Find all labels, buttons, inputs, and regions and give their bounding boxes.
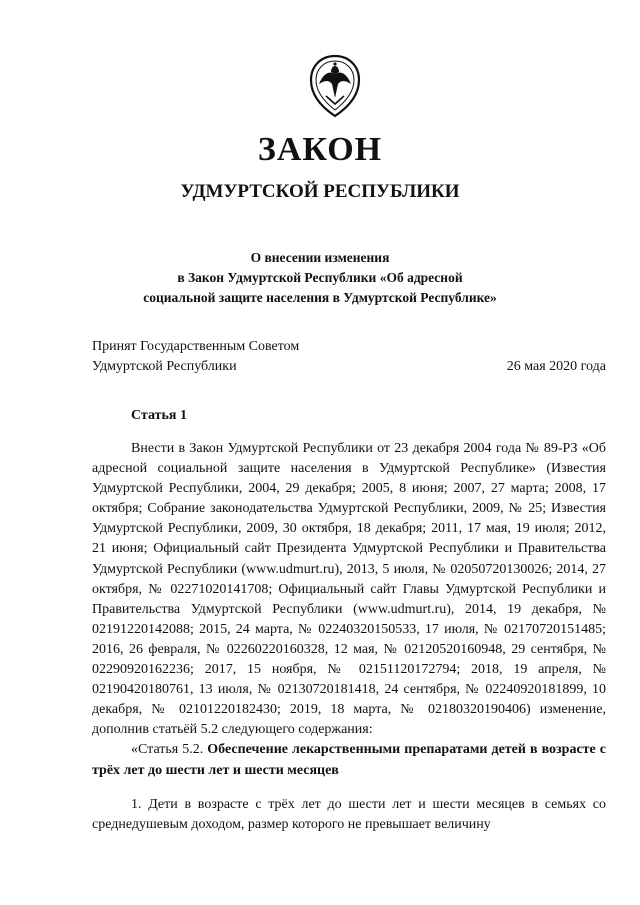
adoption-date: 26 мая 2020 года [506,359,606,374]
quote-title: Обеспечение лекарственными препаратами детей в возрасте с трёх лет до шести лет и шести месяцев [92,742,606,778]
adoption-block [92,337,606,377]
quoted-article-heading [92,740,606,780]
document-title: ЗАКОН [257,131,383,168]
law-name-line: социальной защите населения в Удмуртской Республике» [143,290,497,305]
paragraph: Внести в Закон Удмуртской Республики от 23 декабря 2004 года № 89-РЗ «Об адресной социальной защите населения в Удмуртской Республике» (Известия Удмуртской Республики, 2004, 29 декабря; 2005, 8 июня; 2007, 27 марта; 2008, 17 октября; Собрание законодательства Удмуртской Республики, 2009, № 25; Известия Удмуртской Республики, 2009, 30 октября, 18 декабря; 2011, 17 мая, 19 июля; 2012, 21 июня; Официальный сайт Президента Удмуртской Республики и Правительства Удмуртской Республики (www.udmurt.ru), 2013, 5 июля, № 02050720130026; 2014, 27 октября, № 02271020141708; Официальный сайт Главы Удмуртской Республики и Правительства Удмуртской Республики (www.udmurt.ru), 2014, 19 декабря, № 02191220142088; 2015, 24 марта, № 02240320150533, 17 июля, № 02170720151485; 2016, 26 февраля, № 02260220160328, 12 мая, № 02120520160948, 29 сентября, № 02290920162236; 2017, 15 ноября, № 02151120172794; 2018, 19 апреля, № 02190420180761, 13 июля, № 02130720181418, 24 сентября, № 02240920181899, 10 декабря, № 02101220182430; 2019, 18 марта, № 02180320190406) изменение, дополнив статьёй 5.2 следующего содержания: [92,441,606,738]
document-subtitle: УДМУРТСКОЙ РЕСПУБЛИКИ [180,181,460,202]
quote-prefix: «Статья 5.2. [131,742,208,758]
paragraph: 1. Дети в возрасте с трёх лет до шести лет и шести месяцев в семьях со среднедушевым доходом, размер которого не превышает величину [92,796,606,832]
udmurt-coat-of-arms-icon [309,54,361,118]
law-name-line: в Закон Удмуртской Республики «Об адресной [177,270,463,285]
adoption-line: Принят Государственным Советом [92,339,300,354]
article-heading: Статья 1 [131,408,187,423]
adoption-line: Удмуртской Республики [92,359,237,374]
law-name-line: О внесении изменения [250,250,390,265]
law-name [0,248,640,308]
article-body [92,439,606,835]
